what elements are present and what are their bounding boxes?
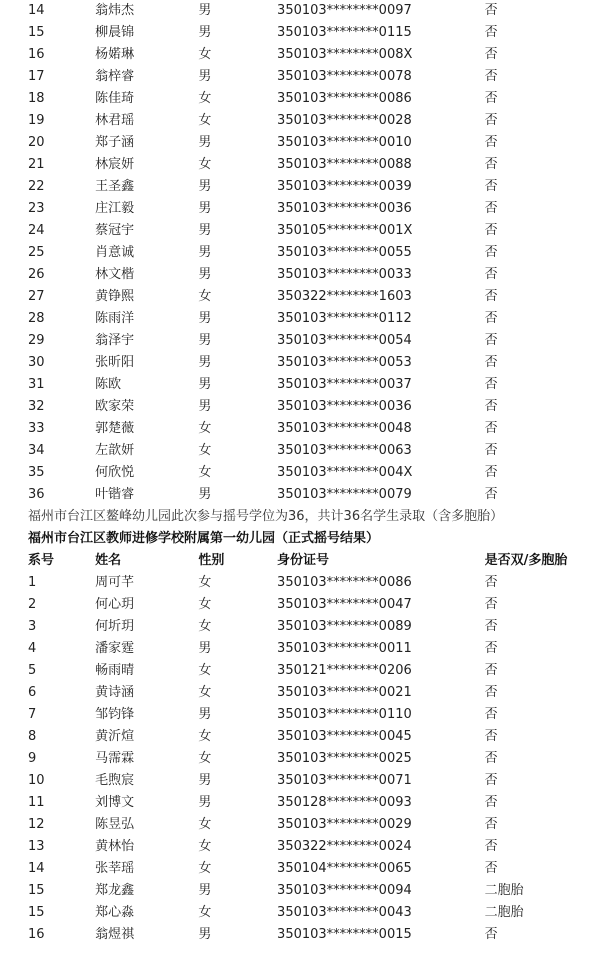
cell-no: 31 <box>28 377 45 392</box>
cell-no: 35 <box>28 465 45 480</box>
table-row <box>0 836 594 858</box>
cell-multi: 否 <box>484 333 498 348</box>
table-row <box>0 88 594 110</box>
cell-id: 350103********0115 <box>277 25 412 40</box>
header-name: 姓名 <box>95 553 122 568</box>
cell-gender: 男 <box>198 773 212 788</box>
cell-id: 350103********0015 <box>277 927 412 942</box>
table-row <box>0 176 594 198</box>
cell-multi: 否 <box>484 47 498 62</box>
cell-multi: 否 <box>484 377 498 392</box>
table-row <box>0 682 594 704</box>
table-row <box>0 132 594 154</box>
cell-id: 350103********0037 <box>277 377 412 392</box>
cell-id: 350103********0110 <box>277 707 412 722</box>
table-row <box>0 924 594 946</box>
table-row <box>0 110 594 132</box>
cell-gender: 男 <box>198 641 212 656</box>
cell-no: 14 <box>28 861 45 876</box>
cell-gender: 女 <box>198 905 212 920</box>
cell-multi: 否 <box>484 267 498 282</box>
section-title: 福州市台江区教师进修学校附属第一幼儿园（正式摇号结果） <box>28 531 380 546</box>
cell-name: 翁煜祺 <box>95 927 135 942</box>
cell-name: 潘家霆 <box>95 641 135 656</box>
cell-name: 毛煦宸 <box>95 773 135 788</box>
cell-id: 350103********0088 <box>277 157 412 172</box>
cell-name: 张昕阳 <box>95 355 135 370</box>
cell-no: 5 <box>28 663 37 678</box>
cell-multi: 否 <box>484 619 498 634</box>
cell-no: 15 <box>28 25 45 40</box>
cell-id: 350103********0036 <box>277 399 412 414</box>
table-row <box>0 440 594 462</box>
table-row <box>0 748 594 770</box>
cell-no: 26 <box>28 267 45 282</box>
cell-multi: 否 <box>484 751 498 766</box>
cell-gender: 女 <box>198 443 212 458</box>
table-row <box>0 0 594 22</box>
cell-id: 350103********0010 <box>277 135 412 150</box>
cell-name: 蔡冠宇 <box>95 223 135 238</box>
cell-no: 16 <box>28 47 45 62</box>
cell-name: 郑子涵 <box>95 135 135 150</box>
cell-multi: 否 <box>484 69 498 84</box>
cell-id: 350322********1603 <box>277 289 412 304</box>
cell-id: 350103********0094 <box>277 883 412 898</box>
cell-multi: 否 <box>484 355 498 370</box>
cell-multi: 否 <box>484 399 498 414</box>
table-row <box>0 902 594 924</box>
cell-multi: 否 <box>484 729 498 744</box>
table-row <box>0 66 594 88</box>
cell-multi: 否 <box>484 861 498 876</box>
cell-no: 32 <box>28 399 45 414</box>
cell-no: 7 <box>28 707 37 722</box>
cell-name: 何圻玥 <box>95 619 135 634</box>
table-row <box>0 616 594 638</box>
cell-id: 350103********0025 <box>277 751 412 766</box>
table-row <box>0 198 594 220</box>
cell-id: 350103********004X <box>277 465 413 480</box>
cell-id: 350103********0048 <box>277 421 412 436</box>
cell-id: 350103********0086 <box>277 575 412 590</box>
table-row <box>0 154 594 176</box>
cell-id: 350104********0065 <box>277 861 412 876</box>
cell-multi: 否 <box>484 443 498 458</box>
cell-name: 林文楷 <box>95 267 135 282</box>
cell-gender: 男 <box>198 707 212 722</box>
table-row <box>0 308 594 330</box>
table-row <box>0 814 594 836</box>
header-no: 系号 <box>28 553 55 568</box>
cell-multi: 否 <box>484 575 498 590</box>
cell-no: 33 <box>28 421 45 436</box>
cell-id: 350128********0093 <box>277 795 412 810</box>
cell-multi: 否 <box>484 465 498 480</box>
cell-id: 350103********0078 <box>277 69 412 84</box>
table-row <box>0 44 594 66</box>
cell-id: 350322********0024 <box>277 839 412 854</box>
cell-multi: 否 <box>484 685 498 700</box>
table-row <box>0 638 594 660</box>
cell-id: 350103********0054 <box>277 333 412 348</box>
cell-gender: 女 <box>198 729 212 744</box>
cell-gender: 女 <box>198 597 212 612</box>
table-row <box>0 352 594 374</box>
cell-gender: 男 <box>198 135 212 150</box>
cell-name: 翁炜杰 <box>95 3 135 18</box>
cell-no: 8 <box>28 729 37 744</box>
cell-name: 马霈霖 <box>95 751 135 766</box>
cell-gender: 男 <box>198 927 212 942</box>
cell-no: 10 <box>28 773 45 788</box>
cell-multi: 否 <box>484 25 498 40</box>
table-header-row <box>0 550 594 572</box>
results-table-2 <box>0 550 594 946</box>
cell-id: 350103********0053 <box>277 355 412 370</box>
cell-gender: 女 <box>198 465 212 480</box>
cell-no: 11 <box>28 795 45 810</box>
cell-name: 杨婼琳 <box>95 47 135 62</box>
cell-no: 15 <box>28 883 45 898</box>
table-row <box>0 22 594 44</box>
cell-no: 4 <box>28 641 37 656</box>
cell-gender: 女 <box>198 619 212 634</box>
cell-no: 23 <box>28 201 45 216</box>
cell-name: 刘博文 <box>95 795 135 810</box>
cell-no: 29 <box>28 333 45 348</box>
table-row <box>0 418 594 440</box>
cell-name: 黄铮熙 <box>95 289 135 304</box>
cell-no: 20 <box>28 135 45 150</box>
cell-id: 350103********0047 <box>277 597 412 612</box>
table-row <box>0 242 594 264</box>
cell-no: 3 <box>28 619 37 634</box>
cell-gender: 女 <box>198 91 212 106</box>
cell-multi: 否 <box>484 91 498 106</box>
cell-no: 12 <box>28 817 45 832</box>
cell-gender: 女 <box>198 289 212 304</box>
cell-id: 350103********008X <box>277 47 413 62</box>
cell-name: 畅雨晴 <box>95 663 135 678</box>
header-id: 身份证号 <box>277 553 330 568</box>
cell-name: 郑心淼 <box>95 905 135 920</box>
cell-gender: 男 <box>198 487 212 502</box>
cell-multi: 否 <box>484 707 498 722</box>
summary-note: 福州市台江区鳌峰幼儿园此次参与摇号学位为36，共计36名学生录取（含多胞胎） <box>28 509 504 524</box>
cell-id: 350103********0039 <box>277 179 412 194</box>
cell-name: 黄林怡 <box>95 839 135 854</box>
cell-no: 17 <box>28 69 45 84</box>
cell-no: 14 <box>28 3 45 18</box>
cell-multi: 否 <box>484 113 498 128</box>
cell-name: 郑龙鑫 <box>95 883 135 898</box>
cell-gender: 女 <box>198 113 212 128</box>
cell-no: 18 <box>28 91 45 106</box>
cell-name: 张莘瑶 <box>95 861 135 876</box>
cell-no: 6 <box>28 685 37 700</box>
cell-no: 1 <box>28 575 37 590</box>
cell-multi: 否 <box>484 289 498 304</box>
results-table-2-body <box>0 572 594 946</box>
cell-id: 350103********0097 <box>277 3 412 18</box>
cell-gender: 女 <box>198 817 212 832</box>
cell-no: 24 <box>28 223 45 238</box>
cell-gender: 男 <box>198 333 212 348</box>
cell-name: 叶锴睿 <box>95 487 135 502</box>
cell-no: 27 <box>28 289 45 304</box>
cell-id: 350103********0029 <box>277 817 412 832</box>
cell-multi: 否 <box>484 135 498 150</box>
cell-multi: 否 <box>484 663 498 678</box>
table-row <box>0 660 594 682</box>
cell-name: 翁泽宇 <box>95 333 135 348</box>
cell-name: 林宸妍 <box>95 157 135 172</box>
table-row <box>0 572 594 594</box>
cell-gender: 男 <box>198 3 212 18</box>
cell-name: 何欣悦 <box>95 465 135 480</box>
cell-no: 9 <box>28 751 37 766</box>
cell-no: 15 <box>28 905 45 920</box>
cell-multi: 二胞胎 <box>484 883 524 898</box>
cell-id: 350103********0071 <box>277 773 412 788</box>
cell-id: 350105********001X <box>277 223 413 238</box>
cell-id: 350103********0021 <box>277 685 412 700</box>
cell-gender: 女 <box>198 157 212 172</box>
cell-name: 左歆妍 <box>95 443 135 458</box>
cell-multi: 否 <box>484 597 498 612</box>
cell-id: 350103********0112 <box>277 311 412 326</box>
cell-name: 何心玥 <box>95 597 135 612</box>
cell-gender: 男 <box>198 267 212 282</box>
table-row <box>0 484 594 506</box>
cell-multi: 否 <box>484 3 498 18</box>
table-row <box>0 594 594 616</box>
cell-gender: 女 <box>198 685 212 700</box>
cell-no: 22 <box>28 179 45 194</box>
cell-multi: 否 <box>484 795 498 810</box>
cell-name: 林君瑶 <box>95 113 135 128</box>
table-row <box>0 704 594 726</box>
cell-multi: 否 <box>484 641 498 656</box>
cell-gender: 男 <box>198 311 212 326</box>
cell-gender: 女 <box>198 751 212 766</box>
cell-id: 350103********0036 <box>277 201 412 216</box>
cell-id: 350103********0089 <box>277 619 412 634</box>
cell-multi: 二胞胎 <box>484 905 524 920</box>
cell-name: 郭楚薇 <box>95 421 135 436</box>
table-row <box>0 462 594 484</box>
cell-multi: 否 <box>484 223 498 238</box>
table-row <box>0 396 594 418</box>
cell-name: 周可芊 <box>95 575 135 590</box>
cell-gender: 男 <box>198 245 212 260</box>
cell-gender: 女 <box>198 47 212 62</box>
table-row <box>0 220 594 242</box>
cell-id: 350103********0055 <box>277 245 412 260</box>
cell-name: 王圣鑫 <box>95 179 135 194</box>
cell-multi: 否 <box>484 157 498 172</box>
cell-multi: 否 <box>484 245 498 260</box>
header-multi: 是否双/多胞胎 <box>484 553 568 568</box>
cell-multi: 否 <box>484 311 498 326</box>
cell-id: 350103********0079 <box>277 487 412 502</box>
cell-no: 2 <box>28 597 37 612</box>
cell-name: 黄沂煊 <box>95 729 135 744</box>
cell-name: 翁梓睿 <box>95 69 135 84</box>
cell-multi: 否 <box>484 773 498 788</box>
cell-name: 陈昱弘 <box>95 817 135 832</box>
cell-multi: 否 <box>484 817 498 832</box>
cell-id: 350103********0011 <box>277 641 412 656</box>
cell-gender: 男 <box>198 223 212 238</box>
cell-gender: 男 <box>198 377 212 392</box>
cell-gender: 男 <box>198 399 212 414</box>
cell-id: 350103********0045 <box>277 729 412 744</box>
table-row <box>0 792 594 814</box>
table-row <box>0 880 594 902</box>
cell-name: 黄诗涵 <box>95 685 135 700</box>
cell-gender: 女 <box>198 861 212 876</box>
cell-gender: 男 <box>198 201 212 216</box>
cell-name: 陈佳琦 <box>95 91 135 106</box>
cell-name: 柳晨锦 <box>95 25 135 40</box>
cell-no: 28 <box>28 311 45 326</box>
table-row <box>0 330 594 352</box>
cell-no: 25 <box>28 245 45 260</box>
table-row <box>0 374 594 396</box>
cell-no: 36 <box>28 487 45 502</box>
cell-no: 30 <box>28 355 45 370</box>
table-row <box>0 264 594 286</box>
cell-no: 21 <box>28 157 45 172</box>
cell-name: 陈欧 <box>95 377 122 392</box>
cell-multi: 否 <box>484 839 498 854</box>
cell-multi: 否 <box>484 927 498 942</box>
cell-multi: 否 <box>484 421 498 436</box>
cell-gender: 男 <box>198 69 212 84</box>
cell-id: 350103********0086 <box>277 91 412 106</box>
table-row <box>0 770 594 792</box>
table-row <box>0 286 594 308</box>
table-row <box>0 726 594 748</box>
cell-gender: 女 <box>198 663 212 678</box>
cell-gender: 女 <box>198 839 212 854</box>
cell-no: 13 <box>28 839 45 854</box>
cell-multi: 否 <box>484 487 498 502</box>
cell-id: 350103********0028 <box>277 113 412 128</box>
cell-id: 350103********0063 <box>277 443 412 458</box>
cell-multi: 否 <box>484 179 498 194</box>
cell-no: 16 <box>28 927 45 942</box>
cell-id: 350103********0033 <box>277 267 412 282</box>
cell-name: 邹钧锋 <box>95 707 135 722</box>
cell-name: 欧家荣 <box>95 399 135 414</box>
cell-id: 350121********0206 <box>277 663 412 678</box>
cell-name: 肖意诚 <box>95 245 135 260</box>
cell-gender: 女 <box>198 575 212 590</box>
cell-gender: 男 <box>198 883 212 898</box>
cell-no: 34 <box>28 443 45 458</box>
cell-name: 庄江毅 <box>95 201 135 216</box>
cell-no: 19 <box>28 113 45 128</box>
cell-gender: 男 <box>198 355 212 370</box>
table-row <box>0 858 594 880</box>
cell-gender: 男 <box>198 25 212 40</box>
header-gender: 性别 <box>198 553 225 568</box>
cell-name: 陈雨洋 <box>95 311 135 326</box>
cell-multi: 否 <box>484 201 498 216</box>
cell-gender: 男 <box>198 179 212 194</box>
cell-gender: 女 <box>198 421 212 436</box>
cell-id: 350103********0043 <box>277 905 412 920</box>
cell-gender: 男 <box>198 795 212 810</box>
